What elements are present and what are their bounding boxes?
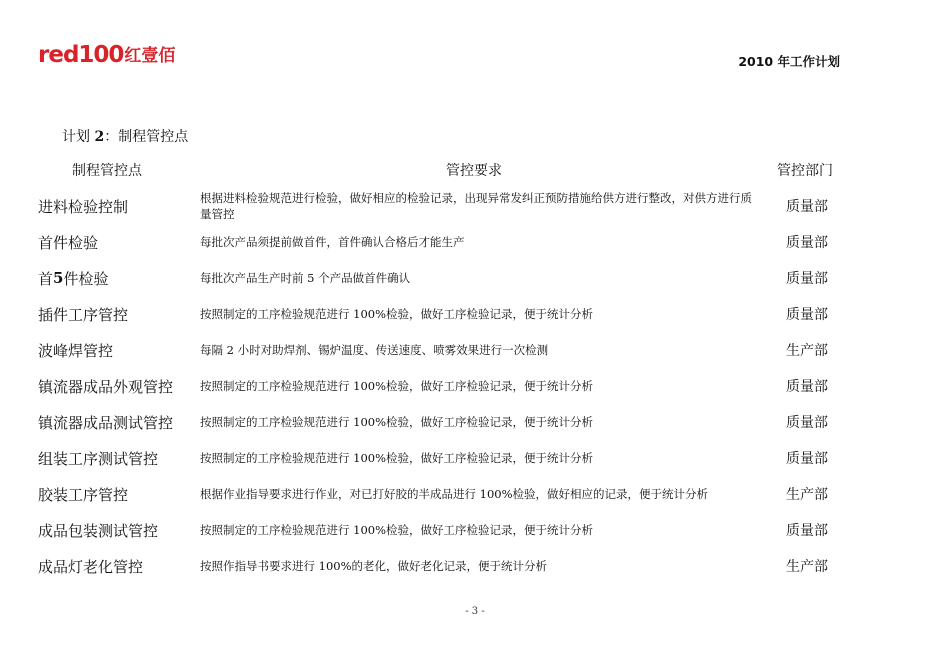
control-point: 波峰焊管控 <box>38 341 114 360</box>
control-point-post: 件检验 <box>63 269 109 288</box>
control-point <box>38 260 108 296</box>
control-dept: 质量部 <box>786 271 828 287</box>
section-prefix: 计划 <box>62 129 90 145</box>
control-dept: 生产部 <box>786 343 828 359</box>
control-point: 组装工序测试管控 <box>38 449 159 468</box>
control-requirement: 每批次产品生产时前 5 个产品做首件确认 <box>200 271 411 285</box>
control-dept: 生产部 <box>786 559 828 575</box>
control-requirement: 根据进料检验规范进行检验，做好相应的检验记录，出现异常发纠正预防措施给供方进行整改，对供方进行质量管控 <box>200 191 752 221</box>
page-number: - 3 - <box>465 606 485 617</box>
section-suffix: ：制程管控点 <box>104 129 189 145</box>
control-requirement: 按照制定的工序检验规范进行 100%检验，做好工序检验记录，便于统计分析 <box>200 379 594 393</box>
table-row <box>0 476 950 512</box>
control-point: 成品灯老化管控 <box>38 557 144 576</box>
control-dept: 质量部 <box>786 451 828 467</box>
control-point: 成品包装测试管控 <box>38 521 159 540</box>
table-header <box>0 160 950 182</box>
column-header-requirement: 管控要求 <box>446 163 502 179</box>
control-point: 插件工序管控 <box>38 305 129 324</box>
table-row <box>0 548 950 584</box>
control-points-table <box>0 188 950 584</box>
control-point: 进料检验控制 <box>38 197 129 216</box>
column-header-point: 制程管控点 <box>72 163 142 179</box>
section-number: 2 <box>94 129 105 145</box>
control-requirement: 每隔 2 小时对助焊剂、锡炉温度、传送速度、喷雾效果进行一次检测 <box>200 343 549 357</box>
control-dept: 质量部 <box>786 379 828 395</box>
section-title <box>62 126 188 146</box>
logo-chinese: 红壹佰 <box>124 46 176 66</box>
table-row <box>0 224 950 260</box>
table-row <box>0 440 950 476</box>
control-point: 首件检验 <box>38 233 99 252</box>
control-point: 胶装工序管控 <box>38 485 129 504</box>
table-row <box>0 260 950 296</box>
control-dept: 质量部 <box>786 235 828 251</box>
control-requirement: 每批次产品须提前做首件，首件确认合格后才能生产 <box>200 235 465 249</box>
table-row <box>0 296 950 332</box>
control-point: 镇流器成品测试管控 <box>38 413 174 432</box>
control-point-num: 5 <box>53 269 64 287</box>
table-row <box>0 404 950 440</box>
control-requirement: 按照制定的工序检验规范进行 100%检验，做好工序检验记录，便于统计分析 <box>200 523 594 537</box>
control-requirement: 根据作业指导要求进行作业，对已打好胶的半成品进行 100%检验，做好相应的记录，便于统计分析 <box>200 487 709 501</box>
control-requirement: 按照制定的工序检验规范进行 100%检验，做好工序检验记录，便于统计分析 <box>200 451 594 465</box>
table-row <box>0 368 950 404</box>
control-dept: 生产部 <box>786 487 828 503</box>
table-row <box>0 188 950 224</box>
column-header-dept: 管控部门 <box>777 163 833 179</box>
control-point: 镇流器成品外观管控 <box>38 377 174 396</box>
logo-latin: red100 <box>38 42 124 68</box>
table-row <box>0 512 950 548</box>
control-dept: 质量部 <box>786 415 828 431</box>
control-dept: 质量部 <box>786 307 828 323</box>
control-requirement: 按照制定的工序检验规范进行 100%检验，做好工序检验记录，便于统计分析 <box>200 415 594 429</box>
control-point-pre: 首 <box>38 269 54 288</box>
control-requirement: 按照制定的工序检验规范进行 100%检验，做好工序检验记录，便于统计分析 <box>200 307 594 321</box>
control-dept: 质量部 <box>786 199 828 215</box>
company-logo <box>38 44 175 66</box>
control-dept: 质量部 <box>786 523 828 539</box>
control-requirement: 按照作指导书要求进行 100%的老化，做好老化记录，便于统计分析 <box>200 559 548 573</box>
table-row <box>0 332 950 368</box>
header-title: 2010 年工作计划 <box>738 54 840 69</box>
